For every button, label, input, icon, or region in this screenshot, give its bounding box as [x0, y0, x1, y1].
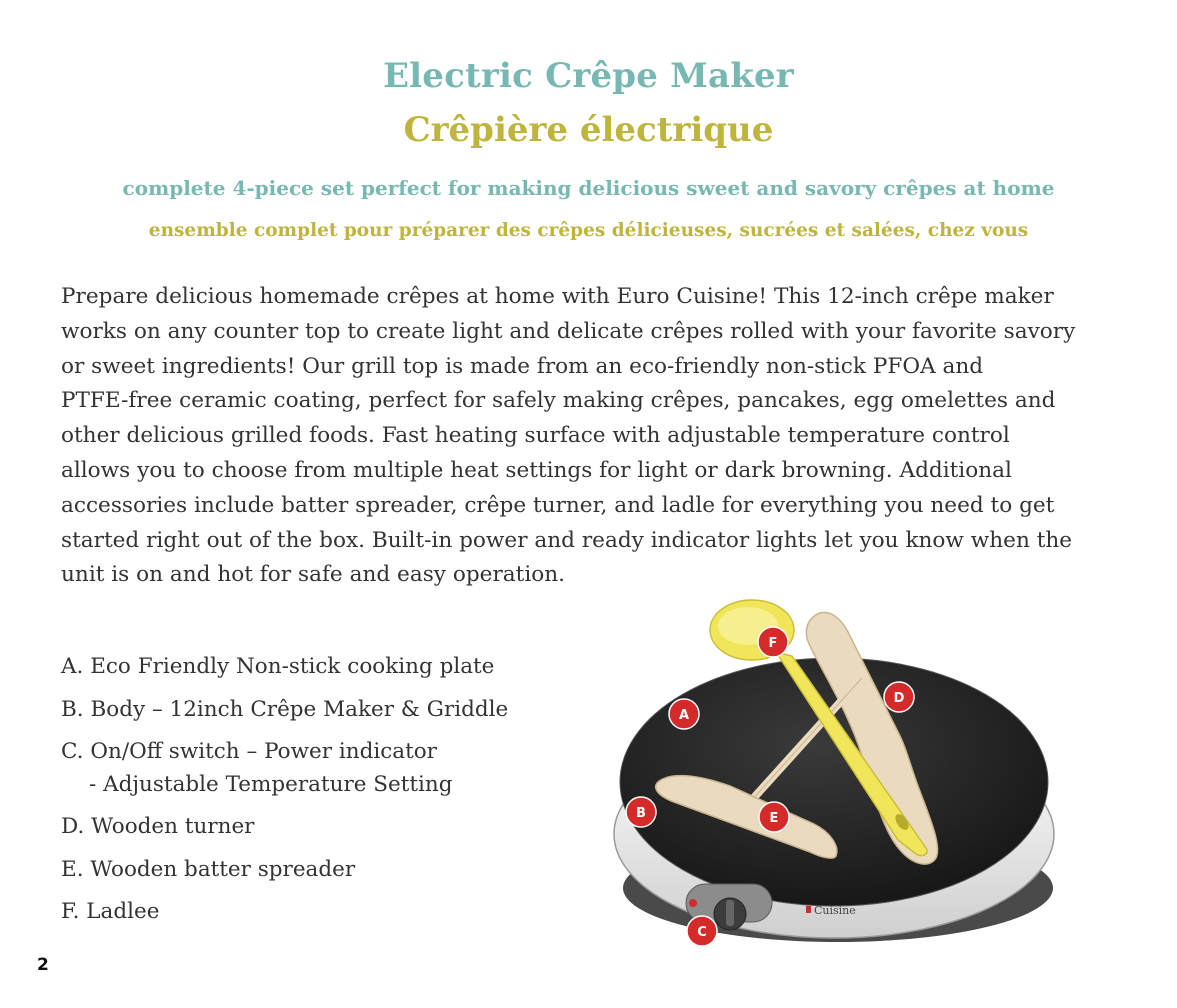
part-label: D. Wooden turner [61, 814, 255, 839]
callout-marker-b [626, 797, 656, 827]
description-line: PTFE-free ceramic coating, perfect for safely making crêpes, pancakes, egg omelettes and [61, 388, 1056, 414]
description-line: or sweet ingredients! Our grill top is made from an eco-friendly non-stick PFOA and [61, 353, 984, 379]
page-number: 2 [37, 955, 49, 975]
part-item-b [61, 693, 581, 736]
power-light-icon [689, 899, 697, 907]
tagline-english: complete 4-piece set perfect for making delicious sweet and savory crêpes at home [122, 176, 1055, 200]
callout-marker-d [884, 682, 914, 712]
part-item-a [61, 650, 581, 693]
callout-label-f: F [768, 636, 778, 651]
description-line: Prepare delicious homemade crêpes at home with Euro Cuisine! This 12-inch crêpe maker [61, 284, 1054, 309]
callout-label-d: D [893, 691, 905, 706]
part-item-e [61, 853, 581, 896]
page-title-french: Crêpière électrique [403, 110, 774, 150]
page-title-english: Electric Crêpe Maker [383, 56, 794, 96]
part-label: E. Wooden batter spreader [61, 856, 356, 882]
part-item-d [61, 810, 581, 853]
part-label: C. On/Off switch – Power indicator [61, 739, 437, 764]
callout-label-b: B [636, 806, 646, 821]
part-label: A. Eco Friendly Non-stick cooking plate [61, 654, 495, 679]
description-line: allows you to choose from multiple heat settings for light or dark browning. Additional [61, 457, 1012, 483]
callout-label-a: A [678, 708, 690, 723]
description-line: works on any counter top to create light and delicate crêpes rolled with your favorite savory [61, 318, 1076, 344]
knob-grip [726, 900, 734, 926]
description-line: other delicious grilled foods. Fast heating surface with adjustable temperature control [61, 423, 1010, 449]
brand-logo-icon [806, 906, 811, 913]
description-line: accessories include batter spreader, crêpe turner, and ladle for everything you need to get [61, 492, 1055, 518]
part-label: F. Ladlee [61, 899, 160, 924]
callout-marker-e [759, 802, 789, 832]
part-label: B. Body – 12inch Crêpe Maker & Griddle [61, 696, 509, 722]
callout-label-c: C [697, 925, 707, 940]
callout-marker-a [669, 699, 699, 729]
callout-marker-c [687, 916, 717, 946]
parts-list [61, 650, 581, 938]
brand-mark: Cuisine [814, 904, 856, 917]
callout-marker-f [758, 627, 788, 657]
part-item-c [61, 735, 581, 810]
part-item-f [61, 895, 581, 938]
tagline-french: ensemble complet pour préparer des crêpes délicieuses, sucrées et salées, chez vous [148, 220, 1029, 241]
crepe-maker-illustration [600, 596, 1060, 956]
description-line: started right out of the box. Built-in power and ready indicator lights let you know when the [61, 527, 1073, 553]
description-line: unit is on and hot for safe and easy operation. [61, 562, 565, 588]
callout-label-e: E [769, 811, 779, 826]
product-description [61, 280, 1121, 593]
part-sub-label: - Adjustable Temperature Setting [89, 772, 453, 797]
